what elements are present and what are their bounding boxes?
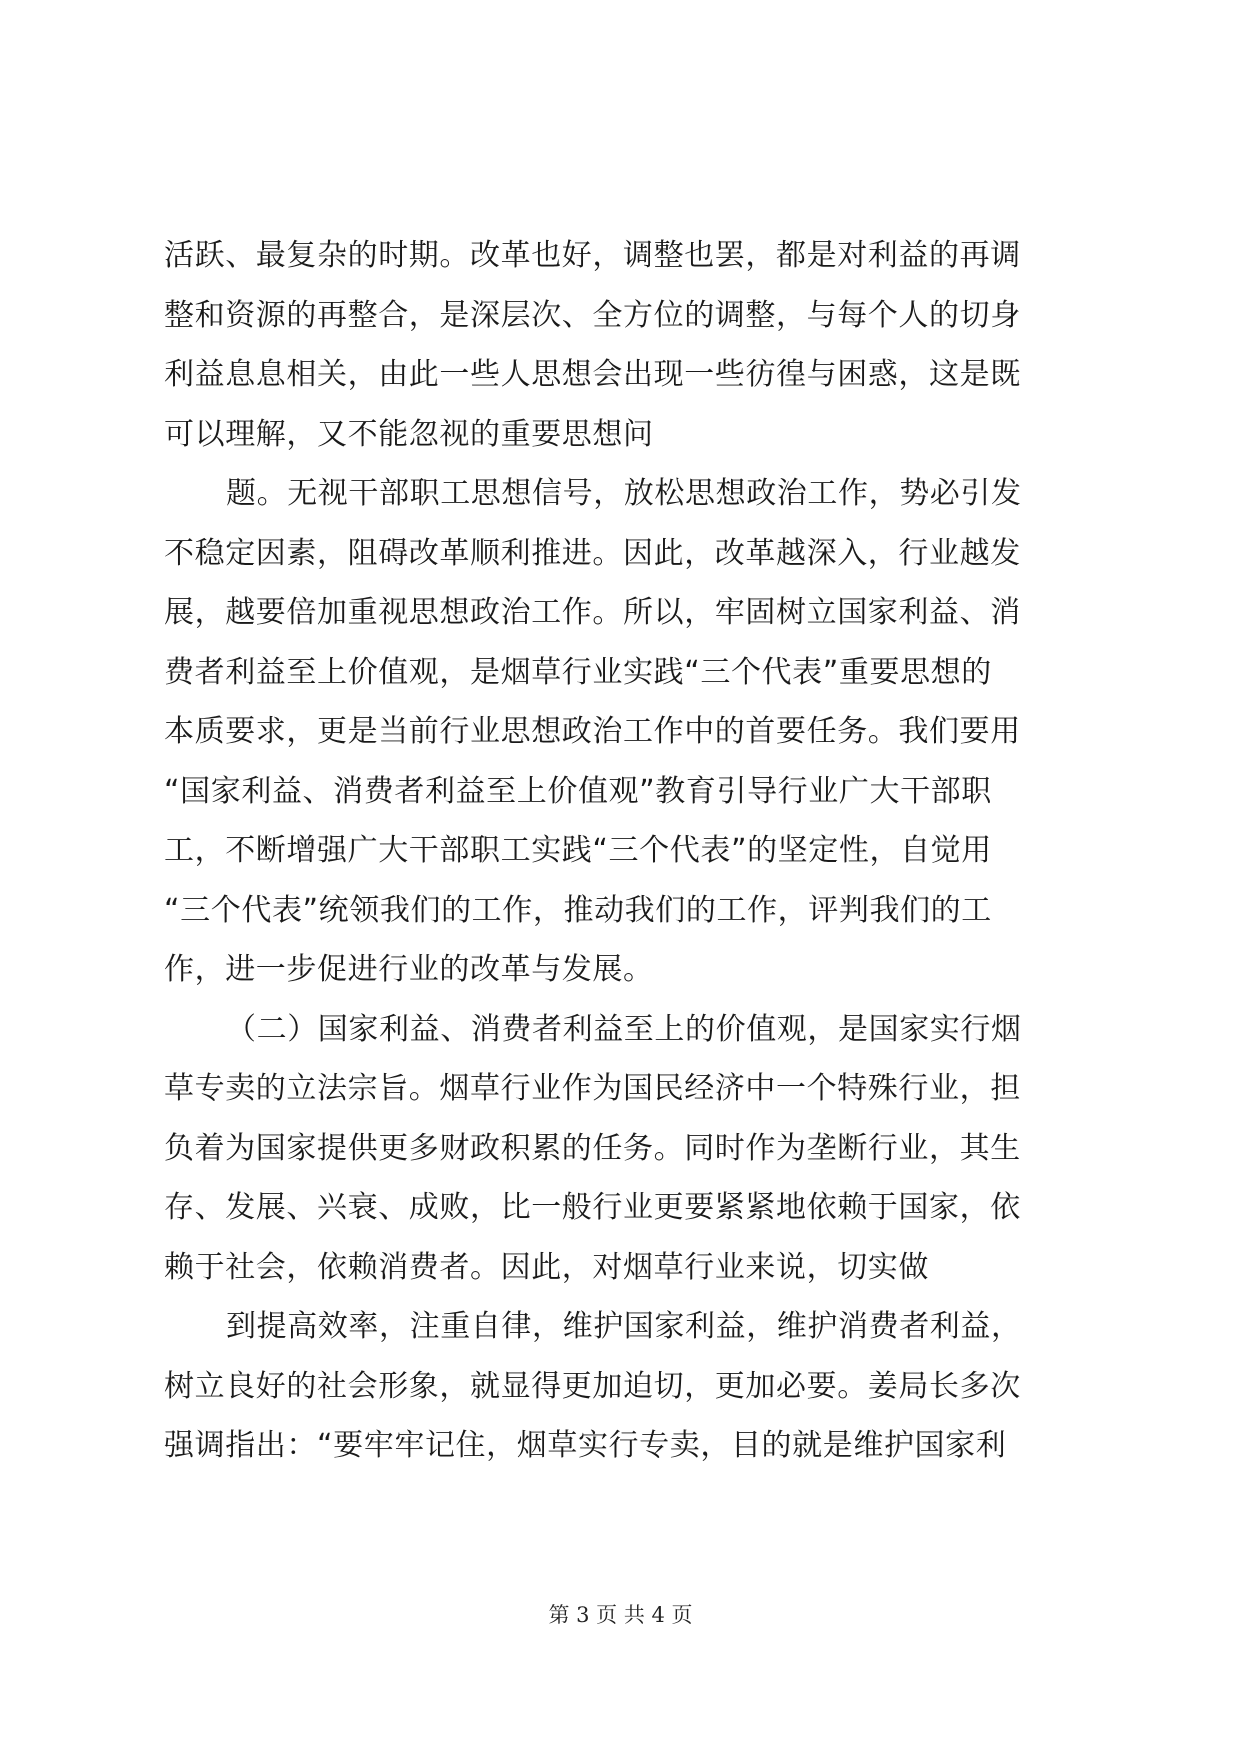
text-line: 整和资源的再整合，是深层次、全方位的调整，与每个人的切身 bbox=[164, 297, 1021, 333]
text-line: 存、发展、兴衰、成败，比一般行业更要紧紧地依赖于国家，依 bbox=[164, 1190, 1021, 1225]
paragraph-2 bbox=[164, 464, 1084, 1000]
text-line: 草专卖的立法宗旨。烟草行业作为国民经济中一个特殊行业，担 bbox=[164, 1071, 1021, 1106]
text-line: 赖于社会，依赖消费者。因此，对烟草行业来说，切实做 bbox=[164, 1249, 929, 1285]
text-line: 展，越要倍加重视思想政治工作。所以，牢固树立国家利益、消 bbox=[164, 595, 1021, 630]
text-line: 不稳定因素，阻碍改革顺利推进。因此，改革越深入，行业越发 bbox=[164, 535, 1021, 571]
text-line: 活跃、最复杂的时期。改革也好，调整也罢，都是对利益的再调 bbox=[164, 238, 1021, 273]
text-line: 作，进一步促进行业的改革与发展。 bbox=[164, 952, 654, 987]
text-line: “三个代表”统领我们的工作，推动我们的工作，评判我们的工 bbox=[164, 892, 992, 928]
document-body bbox=[164, 226, 1084, 1476]
text-line: （二）国家利益、消费者利益至上的价值观，是国家实行烟 bbox=[226, 1011, 1022, 1047]
text-line: 工，不断增强广大干部职工实践“三个代表”的坚定性，自觉用 bbox=[164, 833, 992, 868]
paragraph-4 bbox=[164, 1297, 1084, 1476]
text-line: 本质要求，更是当前行业思想政治工作中的首要任务。我们要用 bbox=[164, 714, 1021, 749]
text-line: 到提高效率，注重自律，维护国家利益，维护消费者利益， bbox=[226, 1309, 1022, 1344]
page-number-footer: 第 3 页 共 4 页 bbox=[548, 1603, 693, 1627]
text-line: 利益息息相关，由此一些人思想会出现一些彷徨与困惑，这是既 bbox=[164, 357, 1021, 392]
text-line: 负着为国家提供更多财政积累的任务。同时作为垄断行业，其生 bbox=[164, 1130, 1021, 1166]
text-line: “国家利益、消费者利益至上价值观”教育引导行业广大干部职 bbox=[164, 773, 992, 809]
text-line: 题。无视干部职工思想信号，放松思想政治工作，势必引发 bbox=[226, 476, 1022, 511]
text-line: 强调指出：“要牢牢记住，烟草实行专卖，目的就是维护国家利 bbox=[164, 1428, 1007, 1463]
paragraph-3 bbox=[164, 1000, 1084, 1298]
text-line: 可以理解，又不能忽视的重要思想问 bbox=[164, 416, 654, 452]
paragraph-1 bbox=[164, 226, 1084, 464]
text-line: 树立良好的社会形象，就显得更加迫切，更加必要。姜局长多次 bbox=[164, 1368, 1021, 1404]
text-line: 费者利益至上价值观，是烟草行业实践“三个代表”重要思想的 bbox=[164, 654, 992, 690]
